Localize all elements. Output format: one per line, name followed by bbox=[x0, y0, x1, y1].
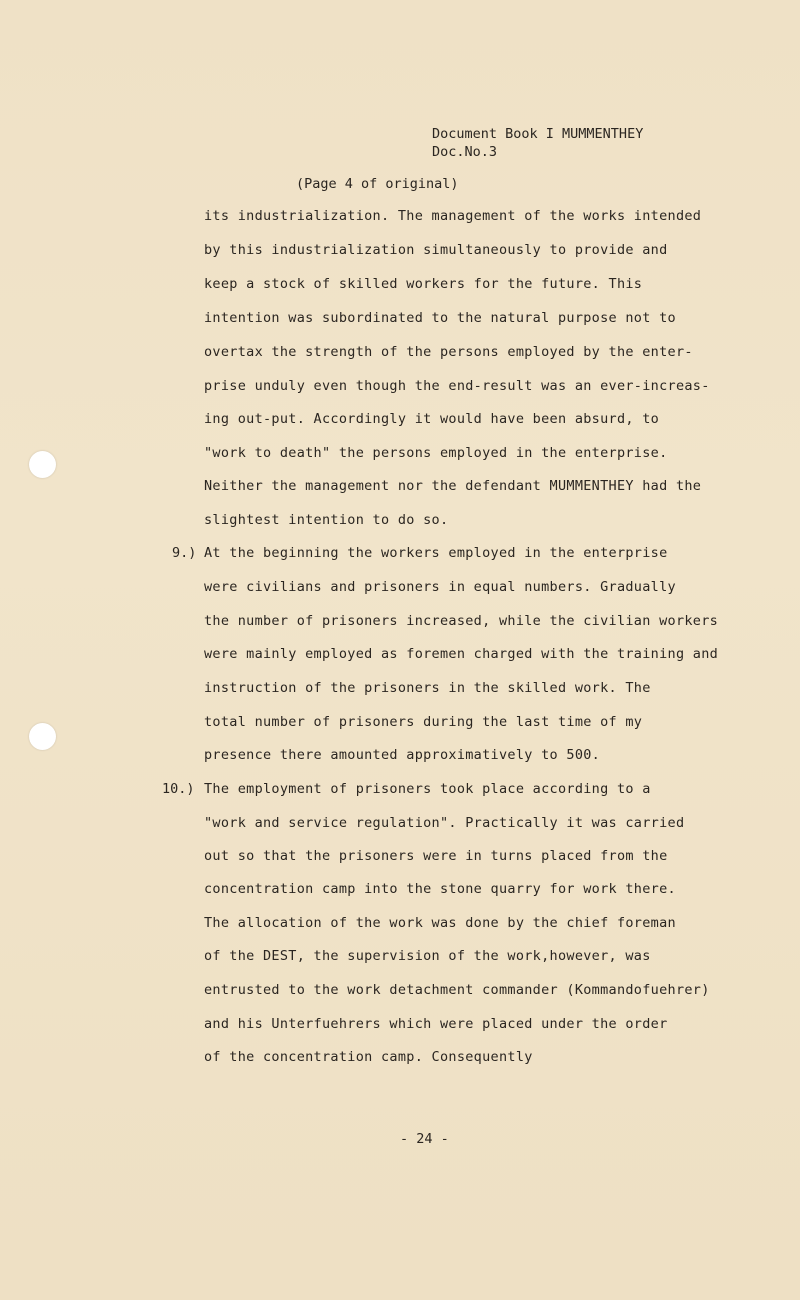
text-line: instruction of the prisoners in the skilled work. The bbox=[204, 680, 651, 696]
text-line: prise unduly even though the end-result was an ever-increas- bbox=[204, 378, 710, 394]
punch-hole bbox=[29, 723, 56, 750]
page-number: - 24 - bbox=[400, 1131, 449, 1147]
text-line: the number of prisoners increased, while the civilian workers bbox=[204, 613, 719, 629]
text-line: intention was subordinated to the natural purpose not to bbox=[204, 310, 676, 326]
text-line: At the beginning the workers employed in the enterprise bbox=[204, 545, 668, 561]
text-line: of the DEST, the supervision of the work,however, was bbox=[204, 948, 651, 964]
text-line: total number of prisoners during the last time of my bbox=[204, 714, 643, 730]
page-of-original-note: (Page 4 of original) bbox=[296, 176, 459, 192]
text-line: keep a stock of skilled workers for the future. This bbox=[204, 276, 643, 292]
text-line: of the concentration camp. Consequently bbox=[204, 1049, 533, 1065]
text-line: were mainly employed as foremen charged with the training and bbox=[204, 646, 719, 662]
section-number-9: 9.) bbox=[172, 545, 197, 561]
text-line: Neither the management nor the defendant MUMMENTHEY had the bbox=[204, 478, 702, 494]
text-line: and his Unterfuehrers which were placed under the order bbox=[204, 1016, 668, 1032]
section-number-10: 10.) bbox=[162, 781, 195, 797]
text-line: ing out-put. Accordingly it would have been absurd, to bbox=[204, 411, 660, 427]
text-line: overtax the strength of the persons employed by the enter- bbox=[204, 344, 693, 360]
text-line: "work to death" the persons employed in the enterprise. bbox=[204, 445, 668, 461]
text-line: The allocation of the work was done by the chief foreman bbox=[204, 915, 676, 931]
text-line: entrusted to the work detachment commander (Kommandofuehrer) bbox=[204, 982, 710, 998]
text-line: "work and service regulation". Practically it was carried bbox=[204, 815, 685, 831]
text-line: were civilians and prisoners in equal numbers. Gradually bbox=[204, 579, 676, 595]
text-line: its industrialization. The management of the works intended bbox=[204, 208, 702, 224]
header-title: Document Book I MUMMENTHEY bbox=[432, 126, 644, 142]
punch-hole bbox=[29, 451, 56, 478]
text-line: by this industrialization simultaneously to provide and bbox=[204, 242, 668, 258]
text-line: out so that the prisoners were in turns placed from the bbox=[204, 848, 668, 864]
text-line: presence there amounted approximatively to 500. bbox=[204, 747, 601, 763]
text-line: slightest intention to do so. bbox=[204, 512, 449, 528]
text-line: The employment of prisoners took place according to a bbox=[204, 781, 651, 797]
text-line: concentration camp into the stone quarry for work there. bbox=[204, 881, 676, 897]
header-doc-number: Doc.No.3 bbox=[432, 144, 498, 160]
